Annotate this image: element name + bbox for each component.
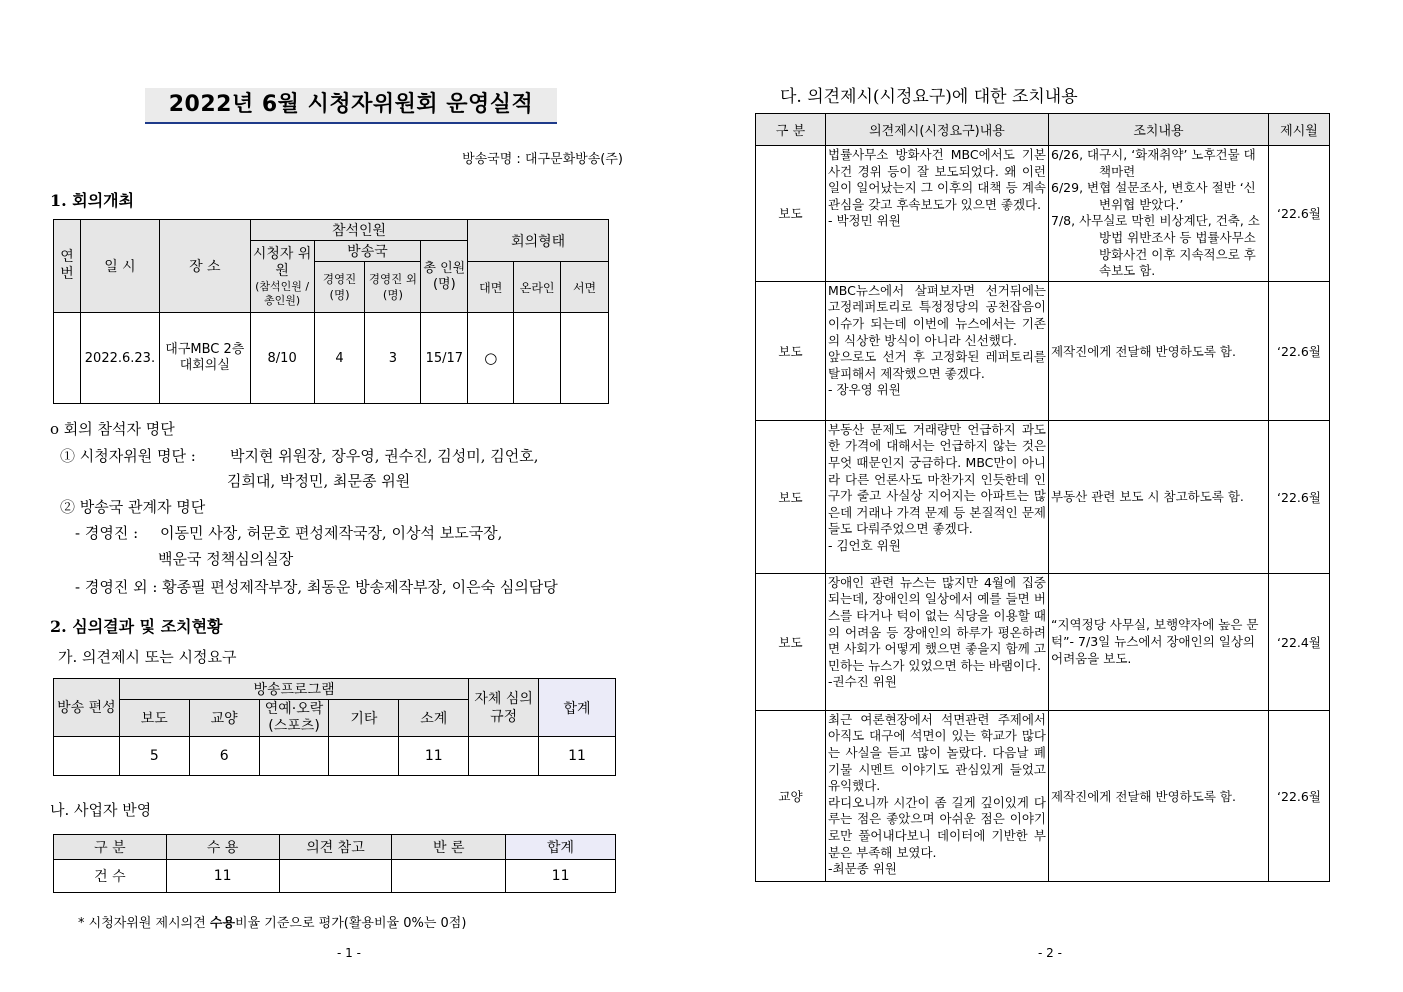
table-row: [756, 420, 1330, 573]
col-header-attendance: 참석인원: [250, 220, 468, 241]
cell-category: 건 수: [54, 860, 167, 893]
attendees-nonexec: - 경영진 외 : 황종필 편성제작부장, 최동운 방송제작부장, 이은숙 심의담당: [75, 578, 558, 596]
col-header-place: 장 소: [159, 220, 250, 313]
col-header-self-review: 자체 심의규정: [469, 679, 539, 737]
col-header-category: 구 분: [756, 114, 826, 146]
cell-self-review: [469, 737, 539, 776]
page-number-1: - 1 -: [337, 946, 361, 960]
attendees-viewer-line1: 박지현 위원장, 장우영, 권수진, 김성미, 김언호,: [230, 447, 539, 465]
col-header-org: 방송 편성: [54, 679, 120, 737]
col-header-date: 일 시: [80, 220, 159, 313]
col-header-inperson: 대면: [468, 262, 514, 313]
cell-category: 보도: [756, 146, 826, 282]
cell-month: ‘22.6월: [1269, 420, 1330, 573]
program-table: [53, 678, 616, 776]
cell-action: “지역정당 사무실, 보행약자에 높은 문턱”- 7/3일 뉴스에서 장애인의 일상의 어려움을 보도.: [1049, 573, 1269, 710]
attendees-title: o 회의 참석자 명단: [50, 420, 175, 438]
col-header-exec: 경영진 (명): [314, 262, 365, 313]
col-header-total: 합계: [506, 835, 616, 860]
cell-entertainment: [259, 737, 329, 776]
cell-month: ‘22.4월: [1269, 573, 1330, 710]
cell-category: 보도: [756, 573, 826, 710]
col-header-total: 총 인원 (명): [421, 241, 468, 313]
cell-opinion: 법률사무소 방화사건 MBC에서도 기본 사건 경위 등이 잘 보도되었다. 왜 이런 일이 일어났는지 그 이후의 대책 등 계속 관심을 갖고 후속보도가 있으면 좋겠다. - 박정민 위원: [826, 146, 1049, 282]
cell-reference: [279, 860, 392, 893]
subsection-ga-title: 가. 의견제시 또는 시정요구: [58, 648, 237, 666]
footnote: * 시청자위원 제시의견 수용비율 기준으로 평가(활용비율 0%는 0점): [78, 916, 467, 931]
col-header-month: 제시월: [1269, 114, 1330, 146]
attendees-viewer-line2: 김희대, 박정민, 최문종 위원: [227, 472, 411, 490]
cell-accept: 11: [166, 860, 279, 893]
cell-education: 6: [189, 737, 259, 776]
cell-etc: [329, 737, 399, 776]
cell-category: 보도: [756, 281, 826, 420]
reflection-table: [53, 834, 616, 893]
col-header-education: 교양: [189, 700, 259, 737]
table-row: [54, 737, 616, 776]
cell-month: ‘22.6월: [1269, 146, 1330, 282]
col-header-total: 합계: [539, 679, 616, 737]
col-header-accept: 수 용: [166, 835, 279, 860]
col-header-num: 연번: [54, 220, 81, 313]
col-header-category: 구 분: [54, 835, 167, 860]
col-header-meeting-form: 회의형태: [468, 220, 609, 262]
station-name: 방송국명 : 대구문화방송(주): [462, 152, 623, 167]
col-header-opinion: 의견제시(시정요구)내용: [826, 114, 1049, 146]
section-2-title: 2. 심의결과 및 조치현황: [50, 617, 223, 636]
cell-subtotal: 11: [399, 737, 469, 776]
cell-date: 2022.6.23.: [80, 313, 159, 404]
cell-written: [561, 313, 609, 404]
col-header-rebuttal: 반 론: [392, 835, 506, 860]
cell-inperson: ○: [468, 313, 514, 404]
cell-num: [54, 313, 81, 404]
section-1-title: 1. 회의개최: [50, 191, 135, 210]
cell-opinion: 장애인 관련 뉴스는 많지만 4월에 집중되는데, 장애인의 일상에서 예를 들면 버스를 타거나 턱이 없는 식당을 이용할 때의 어려움 등 장애인의 하루가 평온하려면 사회가 어떻게 했으면 좋을지 함께 고민하는 뉴스가 있었으면 하는 바램이다. -권수진 위원: [826, 573, 1049, 710]
table-row: [54, 313, 609, 404]
right-page-title: 다. 의견제시(시정요구)에 대한 조치내용: [780, 87, 1078, 107]
cell-rebuttal: [392, 860, 506, 893]
action-table: [755, 113, 1330, 882]
col-header-station: 방송국: [314, 241, 421, 262]
cell-total: 15/17: [421, 313, 468, 404]
table-row: [756, 281, 1330, 420]
attendees-exec-label: - 경영진 :: [75, 524, 139, 542]
col-header-written: 서면: [561, 262, 609, 313]
cell-org: [54, 737, 120, 776]
col-header-reference: 의견 참고: [279, 835, 392, 860]
cell-month: ‘22.6월: [1269, 281, 1330, 420]
cell-total: 11: [506, 860, 616, 893]
cell-online: [514, 313, 561, 404]
cell-place: 대구MBC 2층 대회의실: [159, 313, 250, 404]
attendees-viewer-label: ① 시청자위원 명단 :: [60, 447, 196, 465]
table-row: [756, 710, 1330, 881]
subsection-na-title: 나. 사업자 반영: [50, 801, 152, 819]
table-row: [756, 146, 1330, 282]
col-header-action: 조치내용: [1049, 114, 1269, 146]
col-header-etc: 기타: [329, 700, 399, 737]
col-header-nonexec: 경영진 외(명): [365, 262, 421, 313]
col-header-news: 보도: [119, 700, 189, 737]
cell-opinion: MBC뉴스에서 살펴보자면 선거뒤에는 고정레퍼토리로 특정정당의 공천잡음이 이슈가 되는데 이번에 뉴스에서는 기존의 식상한 방식이 아니라 신선했다. 앞으로도 선거 후 고정화된 레퍼토리를 탈피해서 제작했으면 좋겠다. - 장우영 위원: [826, 281, 1049, 420]
cell-exec: 4: [314, 313, 365, 404]
col-header-online: 온라인: [514, 262, 561, 313]
cell-action: 제작진에게 전달해 반영하도록 함.: [1049, 710, 1269, 881]
meeting-table: [53, 219, 609, 404]
col-header-viewer-members: 시청자 위원 (참석인원 /총인원): [250, 241, 314, 313]
cell-opinion: 최근 여론현장에서 석면관련 주제에서 아직도 대구에 석면이 있는 학교가 많다는 사실을 듣고 많이 놀랐다. 다음날 폐기물 시멘트 이야기도 관심있게 들었고 유익했다. 라디오니까 시간이 좀 길게 깊이있게 다루는 점은 좋았으며 아쉬운 점은 이야기로만 풀어내다보니 데이터에 기반한 부분은 부족해 보였다. -최문종 위원: [826, 710, 1049, 881]
col-header-program: 방송프로그램: [119, 679, 468, 700]
attendees-station-label: ② 방송국 관계자 명단: [60, 498, 206, 516]
cell-category: 교양: [756, 710, 826, 881]
attendees-exec-line2: 백운국 정책심의실장: [158, 550, 294, 568]
attendees-exec-line1: 이동민 사장, 허문호 편성제작국장, 이상석 보도국장,: [160, 524, 503, 542]
cell-news: 5: [119, 737, 189, 776]
cell-opinion: 부동산 문제도 거래량만 언급하지 과도한 가격에 대해서는 언급하지 않는 것은 무엇 때문인지 궁금하다. MBC만이 아니라 다른 언론사도 마찬가지 인듯한데 인구가 줄고 사실상 지어지는 아파트는 많은데 거래나 가격 문제 등 본질적인 문제들도 다뤄주었으면 좋겠다. - 김언호 위원: [826, 420, 1049, 573]
page-title: 2022년 6월 시청자위원회 운영실적: [145, 88, 557, 124]
cell-nonexec: 3: [365, 313, 421, 404]
col-header-subtotal: 소계: [399, 700, 469, 737]
page-number-2: - 2 -: [1038, 946, 1062, 960]
cell-total: 11: [539, 737, 616, 776]
cell-action: 6/26, 대구시, ‘화재취약’ 노후건물 대책마련 6/29, 변협 설문조사, 변호사 절반 ‘신변위협 받았다.’ 7/8, 사무실로 막힌 비상계단, 건축, 소방법 위반조사 등 법률사무소 방화사건 이후 지속적으로 후속보도 함.: [1049, 146, 1269, 282]
cell-action: 부동산 관련 보도 시 참고하도록 함.: [1049, 420, 1269, 573]
cell-viewers: 8/10: [250, 313, 314, 404]
cell-action: 제작진에게 전달해 반영하도록 함.: [1049, 281, 1269, 420]
table-row: [756, 573, 1330, 710]
cell-month: ‘22.6월: [1269, 710, 1330, 881]
col-header-entertainment: 연예·오락 (스포츠): [259, 700, 329, 737]
table-row: [54, 860, 616, 893]
cell-category: 보도: [756, 420, 826, 573]
